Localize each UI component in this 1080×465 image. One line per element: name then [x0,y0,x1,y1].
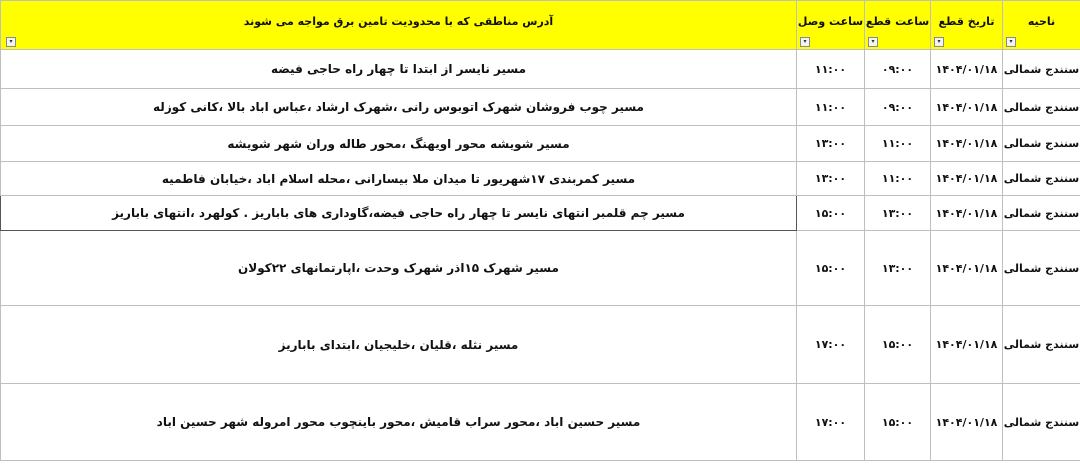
cut-date-cell: ۱۴۰۴/۰۱/۱۸ [931,196,1003,231]
header-connect-time [797,1,865,50]
table-row [1,50,1080,89]
connect-time-cell: ۱۱:۰۰ [797,89,865,126]
cut-time-cell: ۱۳:۰۰ [865,196,931,231]
cut-time-cell: ۱۵:۰۰ [865,384,931,461]
connect-time-cell: ۱۱:۰۰ [797,50,865,89]
table-row [1,89,1080,126]
cut-time-cell: ۱۱:۰۰ [865,162,931,196]
header-address [1,1,797,50]
table-row [1,306,1080,384]
cut-date-cell: ۱۴۰۴/۰۱/۱۸ [931,231,1003,306]
header-address-label: آدرس مناطقی که با محدودیت تامین برق مواجه می شوند [243,15,554,28]
cut-time-cell: ۱۱:۰۰ [865,126,931,162]
address-cell: مسیر حسین اباد ،محور سراب قامیش ،محور باینچوب محور امروله شهر حسین اباد [1,384,797,461]
cut-date-cell: ۱۴۰۴/۰۱/۱۸ [931,306,1003,384]
address-cell: مسیر شهرک ۱۵اذر شهرک وحدت ،اپارتمانهای ۲۲کولان [1,231,797,306]
header-region [1003,1,1080,50]
header-cut-time-label: ساعت قطع [865,15,930,28]
region-cell: سنندج شمالی [1003,231,1080,306]
address-cell: مسیر نثله ،قلیان ،خلیجیان ،ابتدای باباریز [1,306,797,384]
connect-time-cell: ۱۳:۰۰ [797,126,865,162]
connect-time-cell: ۱۷:۰۰ [797,384,865,461]
table-row [1,162,1080,196]
header-cut-date [931,1,1003,50]
filter-dropdown-icon[interactable]: ▾ [934,37,944,47]
header-region-label: ناحیه [1027,15,1056,28]
header-row [1,1,1080,50]
region-cell: سنندج شمالی [1003,89,1080,126]
address-cell: مسیر چوب فروشان شهرک اتوبوس رانی ،شهرک ارشاد ،عباس اباد بالا ،کانی کوزله [1,89,797,126]
cut-date-cell: ۱۴۰۴/۰۱/۱۸ [931,50,1003,89]
region-cell: سنندج شمالی [1003,384,1080,461]
table-row [1,126,1080,162]
region-cell: سنندج شمالی [1003,50,1080,89]
cut-time-cell: ۰۹:۰۰ [865,89,931,126]
header-cut-time [865,1,931,50]
connect-time-cell: ۱۳:۰۰ [797,162,865,196]
filter-dropdown-icon[interactable]: ▾ [868,37,878,47]
header-connect-time-label: ساعت وصل [797,15,864,28]
filter-dropdown-icon[interactable]: ▾ [1006,37,1016,47]
connect-time-cell: ۱۷:۰۰ [797,306,865,384]
region-cell: سنندج شمالی [1003,162,1080,196]
cut-date-cell: ۱۴۰۴/۰۱/۱۸ [931,126,1003,162]
address-cell: مسیر شویشه محور اویهنگ ،محور طاله وران شهر شویشه [1,126,797,162]
connect-time-cell: ۱۵:۰۰ [797,231,865,306]
filter-dropdown-icon[interactable]: ▾ [6,37,16,47]
filter-dropdown-icon[interactable]: ▾ [800,37,810,47]
table-row [1,231,1080,306]
cut-date-cell: ۱۴۰۴/۰۱/۱۸ [931,384,1003,461]
region-cell: سنندج شمالی [1003,196,1080,231]
region-cell: سنندج شمالی [1003,126,1080,162]
cut-time-cell: ۱۵:۰۰ [865,306,931,384]
address-cell: مسیر نایسر از ابتدا تا چهار راه حاجی فیضه [1,50,797,89]
region-cell: سنندج شمالی [1003,306,1080,384]
connect-time-cell: ۱۵:۰۰ [797,196,865,231]
table-row [1,196,1080,231]
table-row [1,384,1080,461]
address-cell: مسیر کمربندی ۱۷شهریور تا میدان ملا بیسارانی ،محله اسلام اباد ،خیابان فاطمیه [1,162,797,196]
cut-time-cell: ۰۹:۰۰ [865,50,931,89]
header-cut-date-label: تاریخ قطع [938,15,995,28]
cut-date-cell: ۱۴۰۴/۰۱/۱۸ [931,162,1003,196]
cut-time-cell: ۱۳:۰۰ [865,231,931,306]
cut-date-cell: ۱۴۰۴/۰۱/۱۸ [931,89,1003,126]
address-cell-selected[interactable]: مسیر چم قلمبر انتهای نایسر تا چهار راه حاجی فیضه،گاوداری های باباریز . کولهرد ،انتهای باباریز [1,196,797,231]
